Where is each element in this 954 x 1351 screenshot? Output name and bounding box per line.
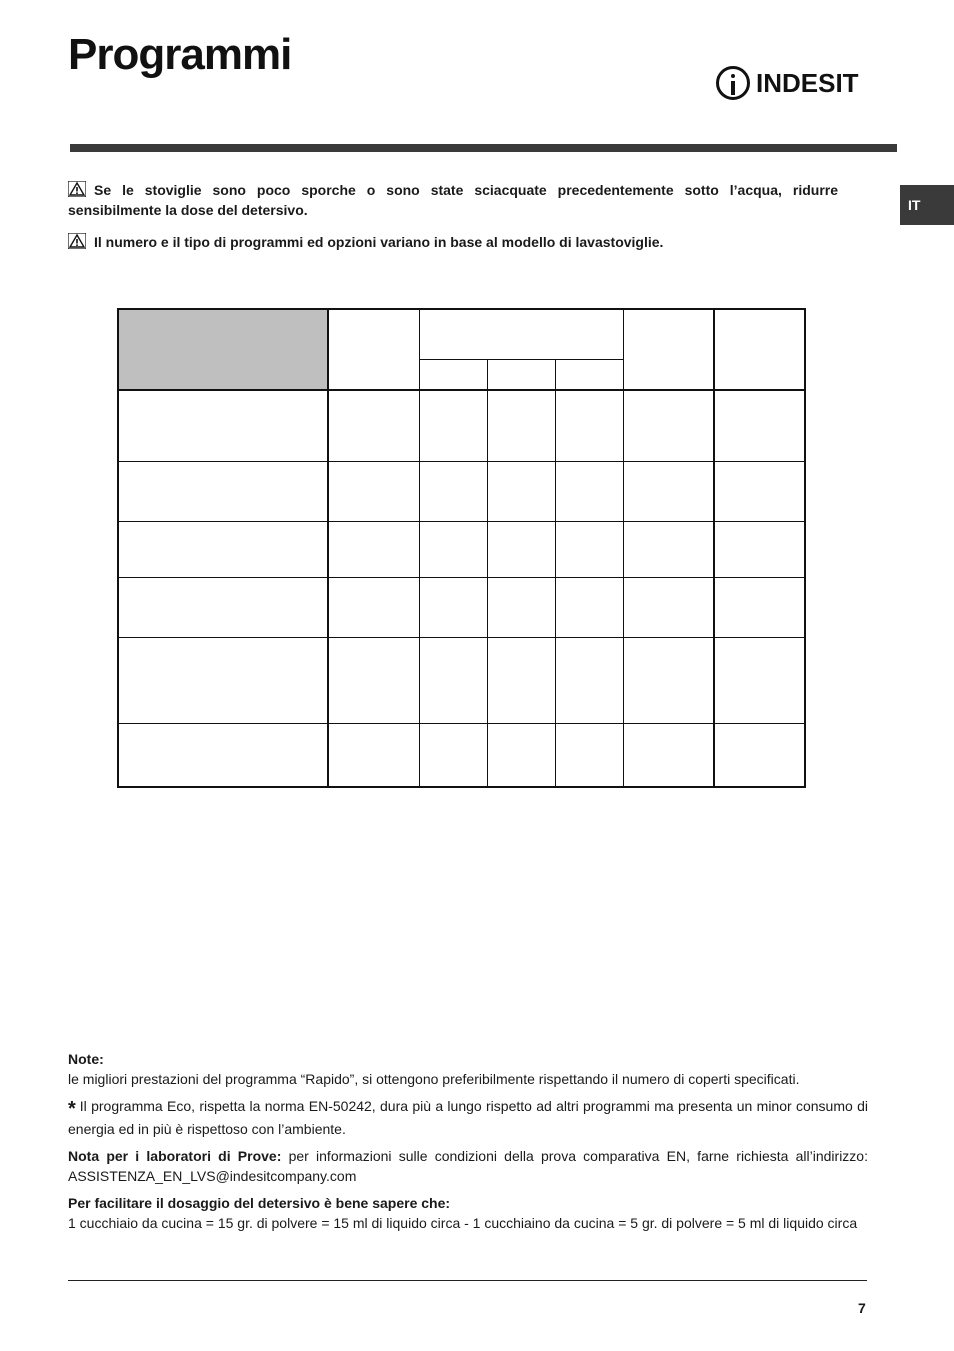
page-number: 7 xyxy=(858,1300,866,1316)
table-cell xyxy=(118,461,328,521)
table-row xyxy=(118,637,805,723)
notes-dosage-text: 1 cucchiaio da cucina = 15 gr. di polvere = 15 ml di liquido circa - 1 cucchiaino da cucina = 5 gr. di polvere = 5 ml di liquido circa xyxy=(68,1214,858,1231)
table-header-cell xyxy=(419,309,623,359)
table-cell xyxy=(487,577,555,637)
table-cell xyxy=(555,461,623,521)
table-cell xyxy=(555,723,623,787)
warning-note-1 xyxy=(68,180,838,220)
table-cell xyxy=(328,461,419,521)
table-cell xyxy=(118,577,328,637)
table-cell xyxy=(419,637,487,723)
brand-name: INDESIT xyxy=(756,67,859,98)
table-header-cell xyxy=(623,309,714,390)
table-cell xyxy=(555,637,623,723)
table-subheader-cell xyxy=(487,359,555,390)
table-cell xyxy=(487,521,555,577)
table-cell xyxy=(118,521,328,577)
notes-eco-text: Il programma Eco, rispetta la norma EN-50242, dura più a lungo rispetto ad altri programmi ma presenta un minor consumo di energia ed in più è rispettoso con l’ambiente. xyxy=(68,1098,868,1137)
table-cell xyxy=(328,637,419,723)
table-cell xyxy=(419,461,487,521)
table-cell xyxy=(555,521,623,577)
warning-note-2 xyxy=(68,232,838,252)
table-cell xyxy=(714,521,805,577)
warning-triangle-icon xyxy=(68,181,86,197)
table-header-cell xyxy=(118,309,328,390)
table-header-row xyxy=(118,309,805,359)
notes-eco xyxy=(68,1097,868,1139)
table-cell xyxy=(487,637,555,723)
table-subheader-cell xyxy=(555,359,623,390)
notes-heading: Note: xyxy=(68,1051,104,1067)
table-cell xyxy=(419,577,487,637)
table-cell xyxy=(419,723,487,787)
table-cell xyxy=(714,723,805,787)
footer-rule xyxy=(68,1280,867,1281)
table-cell xyxy=(328,390,419,461)
table-cell xyxy=(328,723,419,787)
table-cell xyxy=(419,390,487,461)
notes-rapido-text: le migliori prestazioni del programma “Rapido”, si ottengono preferibilmente rispettando il numero di coperti specificati. xyxy=(68,1070,800,1087)
table-cell xyxy=(328,521,419,577)
notes-rapido xyxy=(68,1050,868,1089)
table-cell xyxy=(623,723,714,787)
programs-table xyxy=(117,308,806,788)
notes-section xyxy=(68,1050,868,1241)
table-cell xyxy=(714,637,805,723)
table-cell xyxy=(118,723,328,787)
indesit-logo xyxy=(716,62,859,104)
notes-dosage xyxy=(68,1194,868,1233)
table-cell xyxy=(623,461,714,521)
table-cell xyxy=(623,637,714,723)
table-cell xyxy=(487,723,555,787)
notes-lab-label: Nota per i laboratori di Prove: xyxy=(68,1148,282,1164)
table-cell xyxy=(118,637,328,723)
table-cell xyxy=(118,390,328,461)
table-header-cell xyxy=(714,309,805,390)
table-cell xyxy=(328,577,419,637)
table-row xyxy=(118,521,805,577)
warning-triangle-icon xyxy=(68,233,86,249)
header-rule xyxy=(70,144,897,152)
table-subheader-cell xyxy=(419,359,487,390)
page-title: Programmi xyxy=(68,30,292,79)
table-cell xyxy=(623,577,714,637)
table-row xyxy=(118,390,805,461)
asterisk-marker: * xyxy=(68,1098,76,1120)
language-tab: IT xyxy=(900,185,954,225)
table-cell xyxy=(487,390,555,461)
table-header-cell xyxy=(328,309,419,390)
table-row xyxy=(118,577,805,637)
indesit-logo-mark-icon xyxy=(716,66,750,100)
table-cell xyxy=(623,390,714,461)
table-cell xyxy=(623,521,714,577)
notes-dosage-heading: Per facilitare il dosaggio del detersivo è bene sapere che: xyxy=(68,1195,451,1211)
table-row xyxy=(118,723,805,787)
table-row xyxy=(118,461,805,521)
table-cell xyxy=(487,461,555,521)
table-cell xyxy=(714,390,805,461)
warning-text-2: Il numero e il tipo di programmi ed opzioni variano in base al modello di lavastoviglie. xyxy=(94,234,664,250)
table-cell xyxy=(555,577,623,637)
table-cell xyxy=(714,577,805,637)
notes-lab xyxy=(68,1147,868,1186)
table-cell xyxy=(555,390,623,461)
notes-lab-text: per informazioni sulle condizioni della prova comparativa EN, farne richiesta all’indirizzo: ASSISTENZA_EN_LVS@indesitcompany.com xyxy=(68,1148,868,1184)
warning-text-1: Se le stoviglie sono poco sporche o sono state sciacquate precedentemente sotto l’acqua, ridurre sensibilmente la dose del detersivo. xyxy=(68,182,838,218)
table-cell xyxy=(714,461,805,521)
table-cell xyxy=(419,521,487,577)
